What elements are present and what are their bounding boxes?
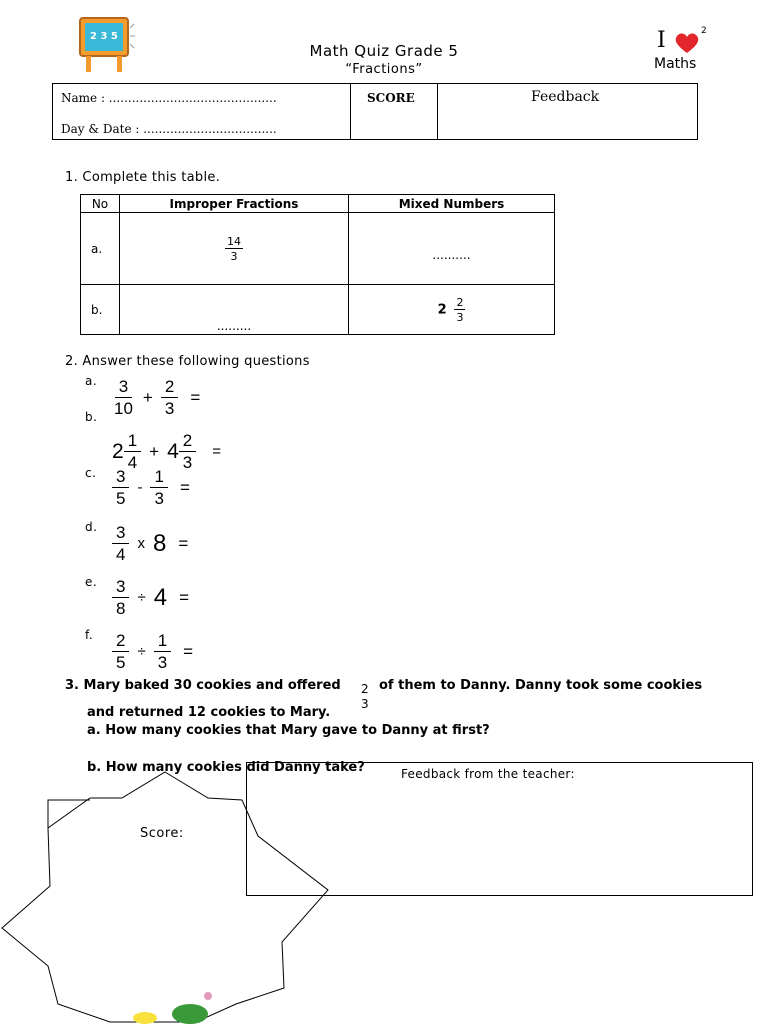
table-row bbox=[81, 213, 555, 285]
q2-label-d: d. bbox=[85, 520, 98, 534]
logo-i-text: I bbox=[657, 28, 666, 53]
page-subtitle: “Fractions” bbox=[345, 62, 423, 77]
teacher-feedback-label: Feedback from the teacher: bbox=[401, 767, 575, 781]
logo-maths-text: Maths bbox=[654, 56, 697, 72]
column-header-mixed: Mixed Numbers bbox=[349, 195, 555, 213]
table-row bbox=[81, 285, 555, 335]
score-label: SCORE bbox=[367, 91, 415, 105]
fraction-table bbox=[80, 194, 555, 335]
q2-label-a: a. bbox=[85, 374, 98, 388]
q2-label-c: c. bbox=[85, 466, 97, 480]
q2a-expression: $\frac{3}{10}$ + $\frac{2}{3}$ = bbox=[114, 377, 201, 418]
q2d-expression: $\frac{3}{4}$ x 8 = bbox=[112, 524, 188, 563]
row-a-improper bbox=[120, 213, 349, 285]
q2c-expression: $\frac{3}{5}$ - $\frac{1}{3}$ = bbox=[112, 468, 190, 507]
fraction-2-3: $\frac{2}{3}$ bbox=[456, 295, 464, 324]
fraction-14-3: $\frac{14}{3}$ bbox=[227, 234, 241, 263]
svg-text:2 3 5 bbox=[90, 31, 118, 42]
q1-prompt: 1. Complete this table. bbox=[65, 170, 221, 185]
score-star-label: Score: bbox=[140, 826, 184, 841]
row-b-label: b. bbox=[81, 285, 120, 335]
table-header-row bbox=[81, 195, 555, 213]
q2f-expression: $\frac{2}{5}$ ÷ $\frac{1}{3}$ = bbox=[112, 632, 193, 671]
row-a-mixed-blank[interactable]: .......... bbox=[349, 213, 555, 285]
teacher-feedback-box[interactable] bbox=[246, 762, 753, 896]
page-title: Math Quiz Grade 5 bbox=[309, 42, 459, 60]
date-field[interactable]: Day & Date : ................................... bbox=[61, 122, 277, 136]
feedback-label: Feedback bbox=[531, 89, 600, 105]
row-a-label: a. bbox=[81, 213, 120, 285]
q3-line1-a: 3. Mary baked 30 cookies and offered bbox=[65, 678, 341, 693]
name-field[interactable]: Name : ............................................ bbox=[61, 91, 277, 105]
q2b-expression: 2 $\frac{1}{4}$ + 4 $\frac{2}{3}$ = bbox=[112, 431, 222, 472]
q2-label-f: f. bbox=[85, 628, 94, 642]
q2-prompt: 2. Answer these following questions bbox=[65, 354, 310, 369]
q3-sub-b: b. How many cookies did Danny take? bbox=[87, 760, 365, 775]
logo-sup-text: 2 bbox=[701, 26, 707, 36]
i-love-maths-logo bbox=[652, 28, 712, 76]
row-b-mixed: 2 $\frac{2}{3}$ bbox=[349, 285, 555, 335]
q2-label-e: e. bbox=[85, 575, 98, 589]
column-header-no: No bbox=[81, 195, 120, 213]
row-b-improper-blank[interactable]: ......... bbox=[120, 285, 349, 335]
blackboard-digits: 2 3 5 bbox=[90, 31, 118, 42]
q3-sub-a: a. How many cookies that Mary gave to Danny at first? bbox=[87, 723, 490, 738]
column-header-improper: Improper Fractions bbox=[120, 195, 349, 213]
q2e-expression: $\frac{3}{8}$ ÷ 4 = bbox=[112, 578, 189, 617]
q3-fraction-2-3: 2 3 bbox=[361, 682, 369, 711]
q2-label-b: b. bbox=[85, 410, 98, 424]
q3-line1-b: of them to Danny. Danny took some cookies bbox=[379, 678, 703, 693]
q3-line2: and returned 12 cookies to Mary. bbox=[87, 705, 331, 720]
student-info-box bbox=[52, 83, 698, 140]
heart-icon bbox=[674, 32, 700, 54]
